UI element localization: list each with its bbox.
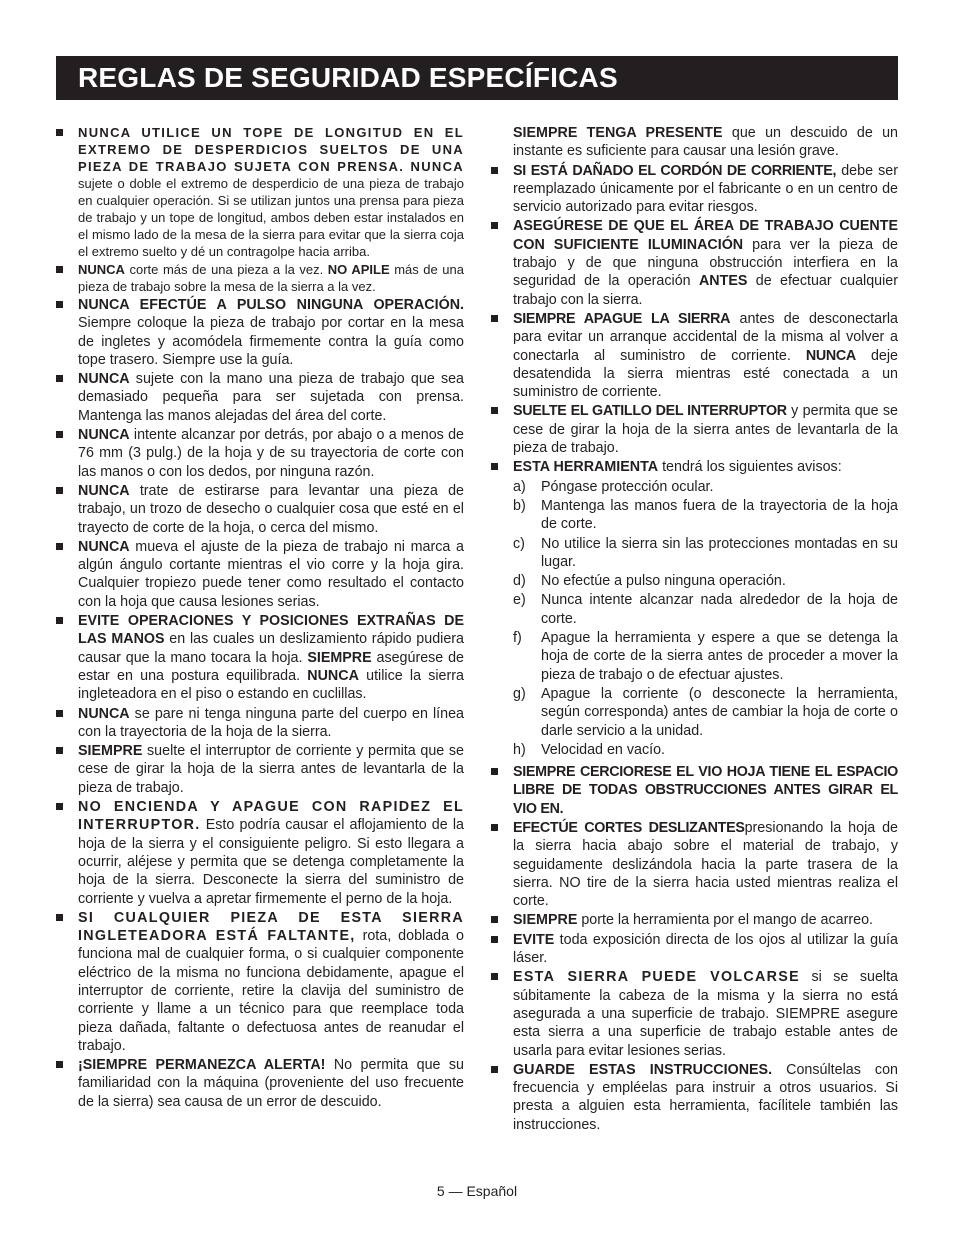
warning-item: e) Nunca intente alcanzar nada alrededor de la hoja de corte. (513, 592, 898, 627)
rule-item: NUNCA intente alcanzar por detrás, por abajo o a menos de 76 mm (3 pulg.) de la hoja y de su trayectoria de corte con las manos o con los dedos, por ninguna razón. (56, 426, 464, 481)
rule-item: NUNCA EFECTÚE A PULSO NINGUNA OPERACIÓN. Siempre coloque la pieza de trabajo por cortar en la mesa de ingletes y acomódela firmemente contra la guía como tope trasero. Siempre use la guía. (56, 296, 464, 369)
warning-item: d) No efectúe a pulso ninguna operación. (513, 573, 786, 590)
rule-item: SIEMPRE suelte el interruptor de corriente y permita que se cese de girar la hoja de la sierra antes de levantarla de la pieza de trabajo. (56, 742, 464, 797)
rule-item: SIEMPRE APAGUE LA SIERRA antes de desconectarla para evitar un arranque accidental de la misma al volver a conectarla al suministro de corriente. NUNCA deje desatendida la sierra mientras esté conectada a un suministro de corriente. (491, 310, 898, 401)
rule-item: SI CUALQUIER PIEZA DE ESTA SIERRA INGLETEADORA ESTÁ FALTANTE, rota, doblada o funciona mal de cualquier forma, o si cualquier componente eléctrico de la misma no funciona debidamente, apague el interruptor de corriente, retire la clavija del suministro de corriente y llame a un técnico para que reemplace toda pieza dañada, faltante o defectuosa antes de reanudar el trabajo. (56, 909, 464, 1055)
rule-item: NUNCA se pare ni tenga ninguna parte del cuerpo en línea con la trayectoria de la hoja de la sierra. (56, 705, 464, 742)
rule-item: ESTA HERRAMIENTA tendrá los siguientes avisos: (491, 458, 898, 476)
rule-item: SIEMPRE TENGA PRESENTE que un descuido de un instante es suficiente para causar una lesión grave. (513, 125, 898, 160)
rule-item: NUNCA UTILICE UN TOPE DE LONGITUD EN EL EXTREMO DE DESPERDICIOS SUELTOS DE UNA PIEZA DE TRABAJO SUJETA CON PRENSA. NUNCA sujete o doble el extremo de desperdicio de una pieza de trabajo en cualquier operación. Si se utilizan juntos una prensa para pieza de trabajo y un tope de longitud, ambos deben estar instalados en el mismo lado de la mesa de la sierra para evitar que la sierra coja el extremo suelto y dé un contragolpe hacia arriba. (56, 124, 464, 260)
warning-item: a) Póngase protección ocular. (513, 478, 714, 495)
warning-item: g) Apague la corriente (o desconecte la herramienta, según corresponda) antes de cambiar la hoja de corte o darle servicio a la unidad. (513, 685, 898, 739)
rule-item: NUNCA sujete con la mano una pieza de trabajo que sea demasiado pequeña para ser sujetada con prensa. Mantenga las manos alejadas del área del corte. (56, 370, 464, 425)
page-footer: 5 — Español (436, 1183, 518, 1199)
warning-item: h) Velocidad en vacío. (513, 741, 665, 758)
left-column (56, 124, 464, 1112)
rule-item: SIEMPRE CERCIORESE EL VIO HOJA TIENE EL ESPACIO LIBRE DE TODAS OBSTRUCCIONES ANTES GIRAR EL VIO EN. (491, 763, 898, 818)
rule-item: EVITE OPERACIONES Y POSICIONES EXTRAÑAS DE LAS MANOS en las cuales un deslizamiento rápido pudiera causar que la mano tocara la hoja. SIEMPRE asegúrese de estar en una postura equilibrada. NUNCA utilice la sierra ingleteadora en el piso o estando en cuclillas. (56, 612, 464, 703)
warning-item: c) No utilice la sierra sin las protecciones montadas en su lugar. (513, 535, 898, 570)
rule-item: NUNCA corte más de una pieza a la vez. NO APILE más de una pieza de trabajo sobre la mesa de la sierra a la vez. (56, 261, 464, 295)
rule-item: SI ESTÁ DAÑADO EL CORDÓN DE CORRIENTE, debe ser reemplazado únicamente por el fabricante o en un centro de servicio autorizado para evitar riesgos. (491, 162, 898, 217)
rule-item: ESTA SIERRA PUEDE VOLCARSE si se suelta súbitamente la cabeza de la misma y la sierra no está asegurada a una superficie de trabajo. SIEMPRE asegure esta sierra a una superficie de trabajo estable antes de usarla para evitar lesiones serias. (491, 968, 898, 1059)
page-title: REGLAS DE SEGURIDAD ESPECÍFICAS (56, 56, 898, 100)
rule-item: ASEGÚRESE DE QUE EL ÁREA DE TRABAJO CUENTE CON SUFICIENTE ILUMINACIÓN para ver la pieza de trabajo y de que ninguna obstrucción interfiera en la seguridad de la operación ANTES de efectuar cualquier trabajo con la sierra. (491, 217, 898, 308)
rule-item: SUELTE EL GATILLO DEL INTERRUPTOR y permita que se cese de girar la hoja de la sierra antes de levantarla de la pieza de trabajo. (491, 402, 898, 457)
rule-item: EVITE toda exposición directa de los ojos al utilizar la guía láser. (491, 931, 898, 968)
right-column (491, 124, 898, 1135)
warning-item: b) Mantenga las manos fuera de la trayectoria de la hoja de corte. (513, 497, 898, 533)
rule-item: GUARDE ESTAS INSTRUCCIONES. Consúltelas con frecuencia y empléelas para instruir a otros usuarios. Si presta a alguien esta herramienta, facílitele también las instrucciones. (491, 1061, 898, 1134)
rule-item: ¡SIEMPRE PERMANEZCA ALERTA! No permita que su familiaridad con la máquina (proveniente del uso frecuente de la sierra) sea causa de un error de descuido. (56, 1056, 464, 1111)
rule-item: EFECTÚE CORTES DESLIZANTESpresionando la hoja de la sierra hacia abajo sobre el material de trabajo, y seguidamente deslizándola hacia la parte trasera de la sierra. NO tire de la sierra hacia usted mientras realiza el corte. (491, 819, 898, 910)
warning-item: f) Apague la herramienta y espere a que se detenga la hoja de corte de la sierra antes de proceder a mover la pieza de trabajo o de efectuar ajustes. (513, 630, 898, 683)
rule-item: SIEMPRE porte la herramienta por el mango de acarreo. (491, 911, 898, 929)
rule-item: NUNCA mueva el ajuste de la pieza de trabajo ni marca a algún ángulo cortante mientras el vio corre y la hoja gira. Cualquier tropiezo puede tener como resultado el contacto con la hoja que causa lesiones serias. (56, 538, 464, 611)
rule-item: NUNCA trate de estirarse para levantar una pieza de trabajo, un trozo de desecho o cualquier cosa que esté en el trayecto de corte de la hoja, o cerca del mismo. (56, 482, 464, 537)
rule-item: NO ENCIENDA Y APAGUE CON RAPIDEZ EL INTERRUPTOR. Esto podría causar el aflojamiento de la hoja de la sierra y el consiguiente peligro. Si esto llegara a ocurrir, aléjese y permita que se detenga completamente la hoja de la sierra. Desconecte la sierra del suministro de corriente y vuelva a apretar firmemente el perno de la hoja. (56, 798, 464, 908)
